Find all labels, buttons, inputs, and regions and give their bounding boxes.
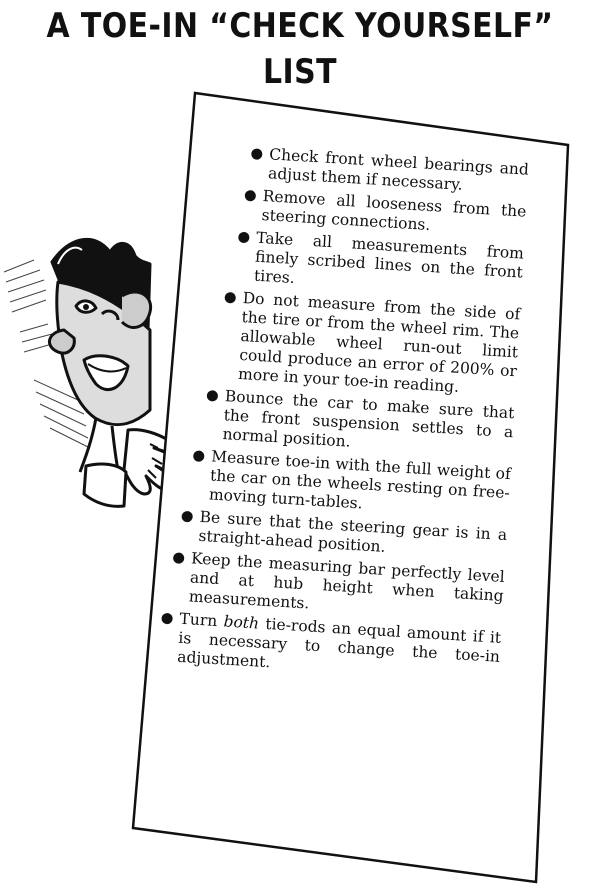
bullet-icon <box>244 190 256 202</box>
checklist-item: Measure toe-in with the full weight of the car on the wheels resting on free-moving turn-tables. <box>186 446 511 522</box>
checklist <box>149 140 530 690</box>
checklist-item: Bounce the car to make sure that the front suspension settles to a normal position. <box>200 386 515 461</box>
bullet-icon <box>224 292 236 304</box>
checklist-item: Remove all looseness from the steering connections. <box>239 186 527 241</box>
bullet-icon <box>251 148 263 160</box>
bullet-icon <box>181 511 193 523</box>
bullet-icon <box>238 232 250 244</box>
bullet-icon <box>193 450 205 462</box>
checklist-item: Do not measure from the side of the tire or from the wheel rim. The allowable wheel run-out limit could produce an error of 200% or more in your toe-in reading. <box>216 288 521 401</box>
page-title-line-2: LIST <box>263 52 337 92</box>
bullet-icon <box>161 613 173 625</box>
bullet-icon <box>173 552 185 564</box>
checklist-item: Take all measurements from finely scribed lines on the front tires. <box>232 227 525 301</box>
checklist-item: Check front wheel bearings and adjust them if necessary. <box>246 144 530 199</box>
checklist-item: Turn both tie-rods an equal amount if it is necessary to change the toe-in adjustment. <box>155 609 502 686</box>
page-title-line-1: A TOE-IN “CHECK YOURSELF” <box>46 6 554 46</box>
checklist-item: Be sure that the steering gear is in a straight-ahead position. <box>176 507 508 565</box>
checklist-item: Keep the measuring bar perfectly level and at hub height when taking measurements. <box>166 548 505 625</box>
bullet-icon <box>207 390 219 402</box>
